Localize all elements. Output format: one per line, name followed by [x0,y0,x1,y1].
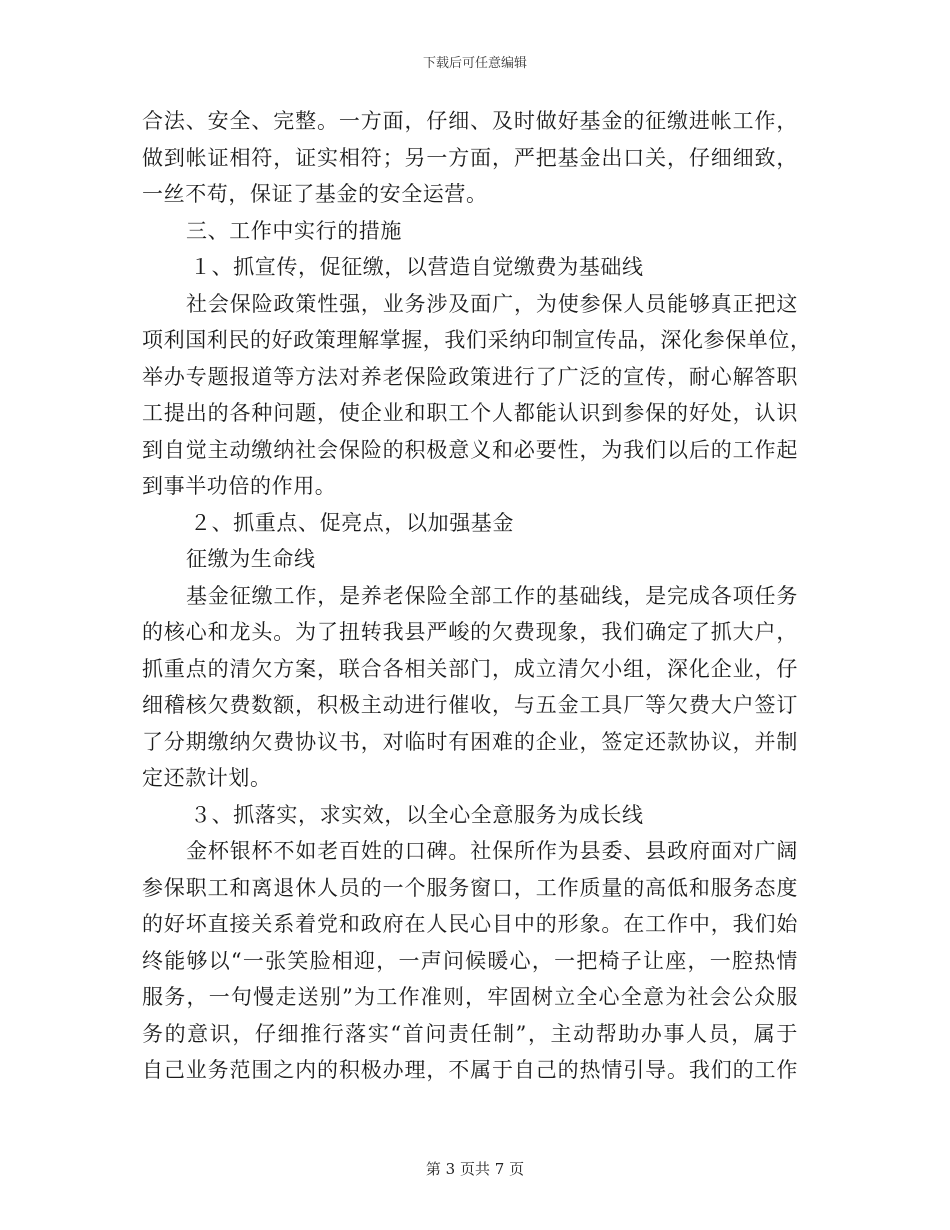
paragraph-line: 服务，一句慢走送别”为工作准则，牢固树立全心全意为社会公众服 [142,985,798,1009]
paragraph-line: 自己业务范围之内的积极办理，不属于自己的热情引导。我们的工作 [142,1058,798,1082]
subsection-heading: ３、抓落实，求实效，以全心全意服务为成长线 [190,802,644,827]
paragraph-line: 了分期缴纳欠费协议书，对临时有困难的企业，签定还款协议，并制 [142,729,798,754]
paragraph-line: 终能够以“一张笑脸相迎，一声问候暖心，一把椅子让座，一腔热情 [142,948,798,973]
subsection-heading: １、抓宣传，促征缴，以营造自觉缴费为基础线 [190,255,644,279]
paragraph-line: 基金征缴工作，是养老保险全部工作的基础线，是完成各项任务 [186,583,798,608]
paragraph-line: 到自觉主动缴纳社会保险的积极意义和必要性，为我们以后的工作起 [142,437,798,462]
paragraph-line: 参保职工和离退休人员的一个服务窗口，工作质量的高低和服务态度 [142,875,798,900]
paragraph-line: 举办专题报道等方法对养老保险政策进行了广泛的宣传，耐心解答职 [142,364,798,389]
paragraph-line: 金杯银杯不如老百姓的口碑。社保所作为县委、县政府面对广阔 [186,839,798,863]
paragraph-line: 合法、安全、完整。一方面，仔细、及时做好基金的征缴进帐工作， [142,109,798,133]
paragraph-line: 做到帐证相符，证实相符；另一方面，严把基金出口关，仔细细致， [142,145,798,170]
paragraph-line: 社会保险政策性强，业务涉及面广，为使参保人员能够真正把这 [186,291,798,316]
paragraph-line: 到事半功倍的作用。 [142,474,337,498]
paragraph-line: 项利国利民的好政策理解掌握，我们采纳印制宣传品，深化参保单位， [142,328,812,352]
paragraph-line: 定还款计划。 [142,766,272,790]
section-heading: 三、工作中实行的措施 [186,218,402,243]
paragraph-line: 的核心和龙头。为了扭转我县严峻的欠费现象，我们确定了抓大户， [142,620,798,644]
paragraph-line: 的好坏直接关系着党和政府在人民心目中的形象。在工作中，我们始 [142,912,798,936]
subsection-heading-continued: 征缴为生命线 [186,547,316,571]
page-header: 下载后可任意编辑 [422,56,527,71]
paragraph-line: 一丝不苟，保证了基金的安全运营。 [142,182,488,206]
paragraph-line: 抓重点的清欠方案，联合各相关部门，成立清欠小组，深化企业，仔 [142,656,798,681]
paragraph-line: 务的意识，仔细推行落实“首问责任制”，主动帮助办事人员，属于 [142,1021,798,1046]
page-footer: 第 3 页共 7 页 [425,1160,525,1178]
paragraph-line: 工提出的各种问题，使企业和职工个人都能认识到参保的好处，认识 [142,401,798,425]
subsection-heading: ２、抓重点、促亮点，以加强基金 [190,510,514,535]
paragraph-line: 细稽核欠费数额，积极主动进行催收，与五金工具厂等欠费大户签订 [142,693,798,717]
document-body [142,103,812,1089]
